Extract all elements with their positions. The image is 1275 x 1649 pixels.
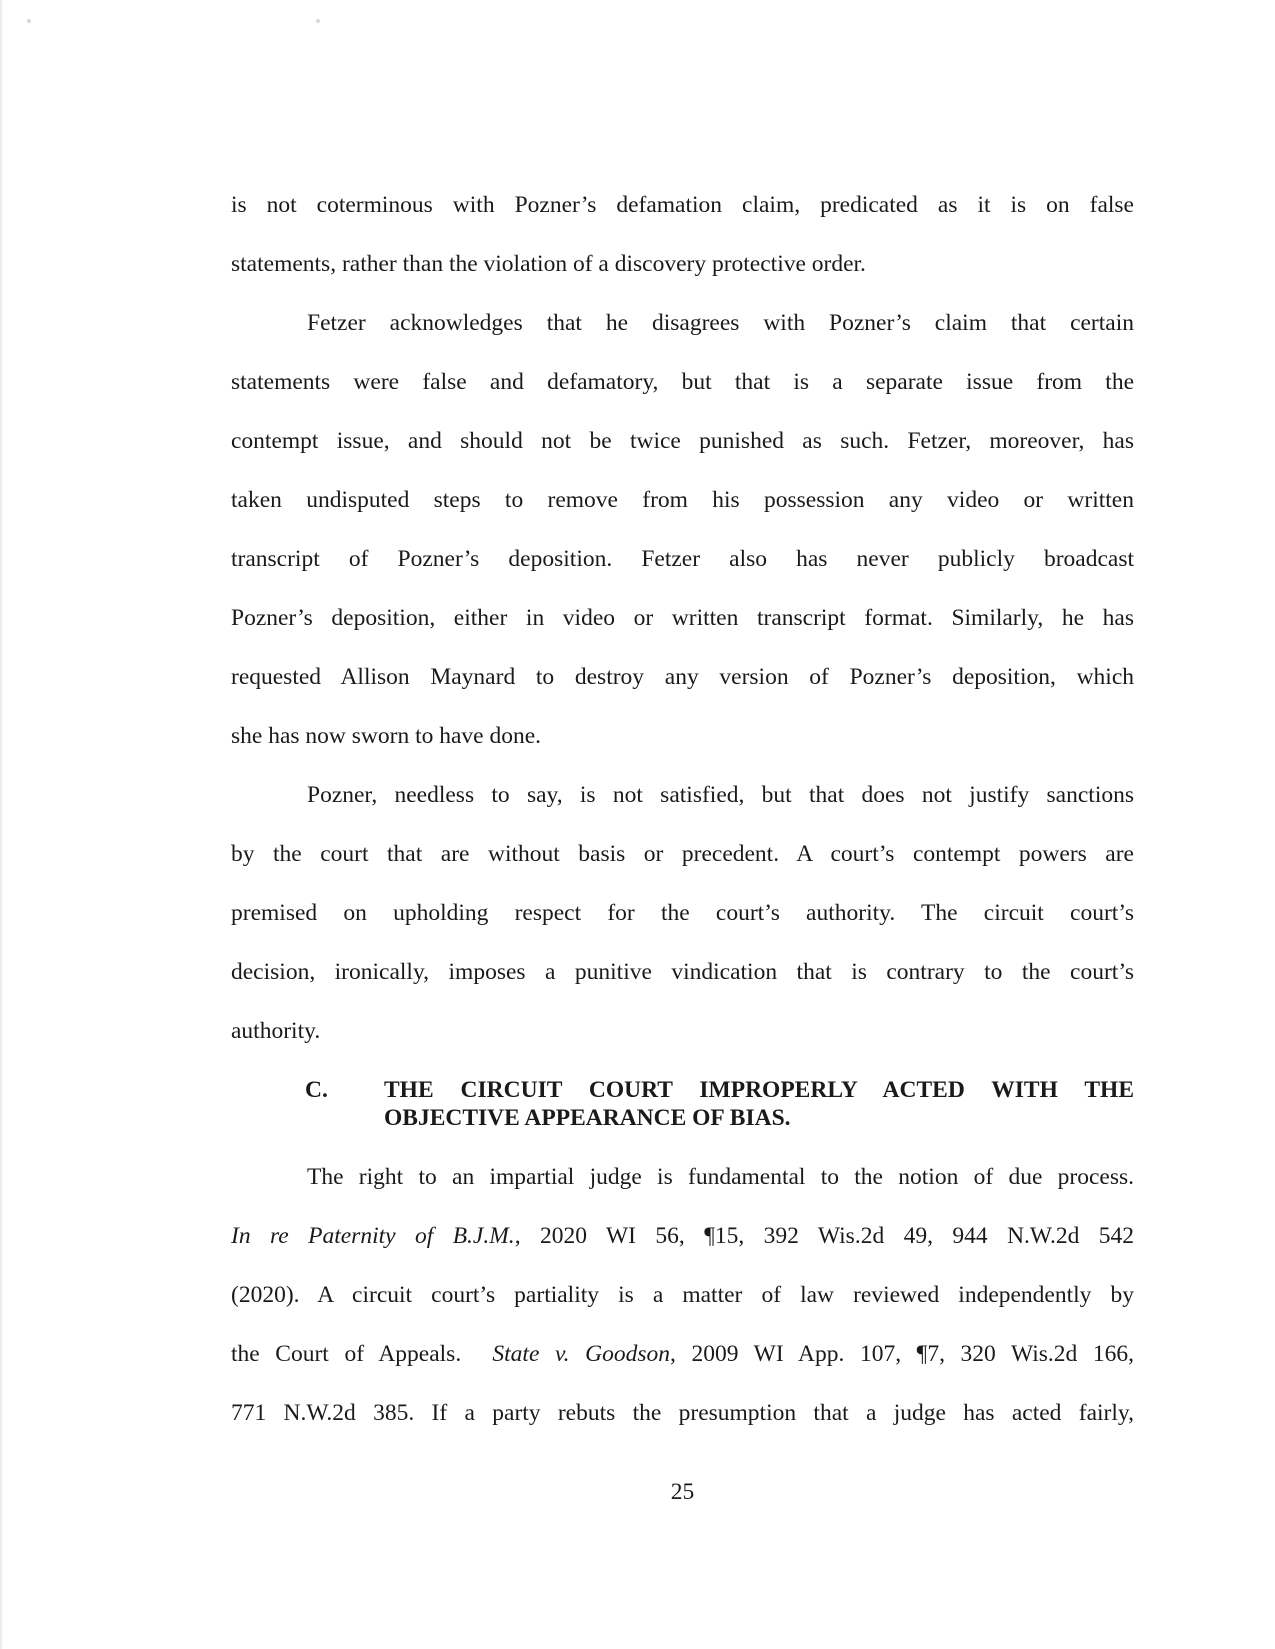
scan-artifact <box>316 19 320 23</box>
case-citation: State v. Goodson <box>492 1341 671 1367</box>
text-line: Pozner, needless to say, is not satisfied, but that does not justify sanctions <box>307 782 1134 808</box>
scan-artifact <box>27 19 31 23</box>
text-line: taken undisputed steps to remove from his possession any video or written <box>231 487 1134 513</box>
case-citation: In re Paternity of B.J.M. <box>231 1223 515 1249</box>
citation-reporter: , 2020 WI 56, ¶15, 392 Wis.2d 49, 944 N.W.2d 542 <box>514 1223 1134 1249</box>
text-segment: the Court of Appeals. <box>231 1341 493 1367</box>
citation-line <box>231 1222 1134 1250</box>
text-line: she has now sworn to have done. <box>231 723 542 749</box>
text-line: The right to an impartial judge is fundamental to the notion of due process. <box>307 1164 1134 1190</box>
scan-edge <box>0 0 3 1649</box>
text-line: statements, rather than the violation of a discovery protective order. <box>231 251 866 277</box>
text-line: Fetzer acknowledges that he disagrees with Pozner’s claim that certain <box>307 310 1134 336</box>
text-line: by the court that are without basis or precedent. A court’s contempt powers are <box>231 841 1134 867</box>
text-line: decision, ironically, imposes a punitive vindication that is contrary to the court’s <box>231 959 1134 985</box>
text-line: transcript of Pozner’s deposition. Fetzer also has never publicly broadcast <box>231 546 1134 572</box>
text-line: (2020). A circuit court’s partiality is a matter of law reviewed independently by <box>231 1282 1134 1308</box>
text-line: authority. <box>231 1018 321 1044</box>
section-label: C. <box>305 1077 328 1103</box>
text-line: premised on upholding respect for the court’s authority. The circuit court’s <box>231 900 1134 926</box>
citation-line <box>231 1340 1134 1368</box>
citation-reporter: , 2009 WI App. 107, ¶7, 320 Wis.2d 166, <box>670 1341 1134 1367</box>
section-title-line: THE CIRCUIT COURT IMPROPERLY ACTED WITH THE <box>384 1077 1134 1103</box>
text-line: contempt issue, and should not be twice punished as such. Fetzer, moreover, has <box>231 428 1134 454</box>
text-line: statements were false and defamatory, but that is a separate issue from the <box>231 369 1134 395</box>
text-line: is not coterminous with Pozner’s defamation claim, predicated as it is on false <box>231 192 1134 218</box>
text-line: requested Allison Maynard to destroy any version of Pozner’s deposition, which <box>231 664 1134 690</box>
text-line: Pozner’s deposition, either in video or written transcript format. Similarly, he has <box>231 605 1134 631</box>
section-title-line: OBJECTIVE APPEARANCE OF BIAS. <box>384 1105 791 1131</box>
page-number: 25 <box>670 1479 695 1505</box>
text-line: 771 N.W.2d 385. If a party rebuts the presumption that a judge has acted fairly, <box>231 1400 1134 1426</box>
